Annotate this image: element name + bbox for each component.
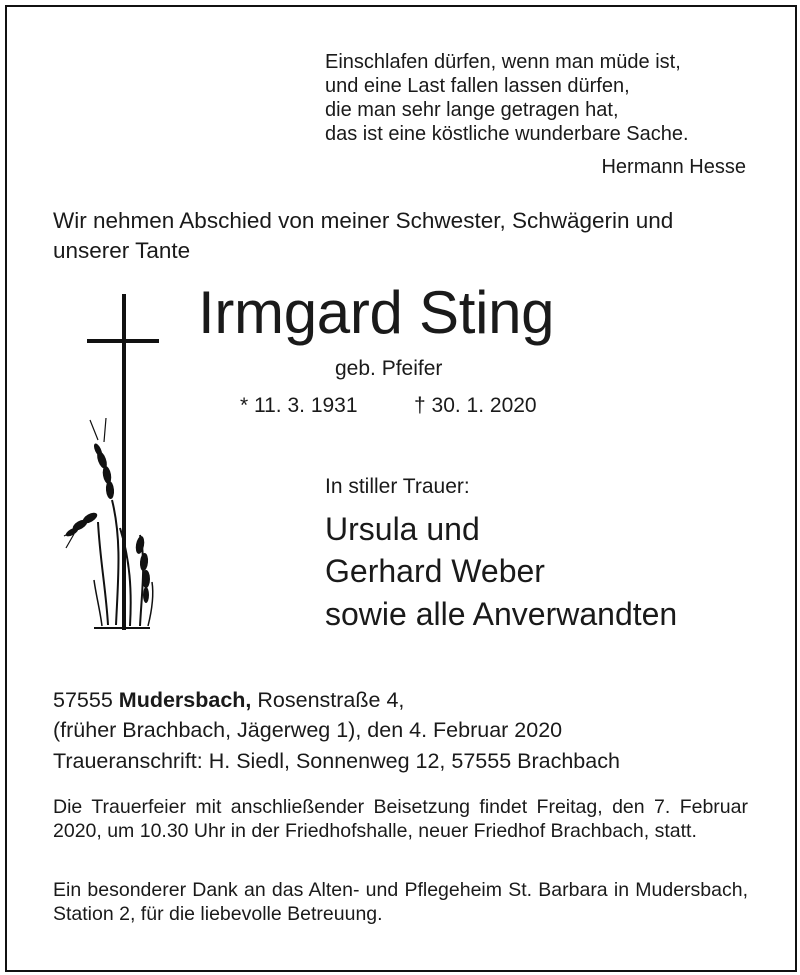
address-zip: 57555 bbox=[53, 688, 113, 712]
birth-name: geb. Pfeifer bbox=[335, 357, 443, 380]
poem-line-3: die man sehr lange getragen hat, bbox=[325, 99, 619, 121]
mourner-line-2: Gerhard Weber bbox=[325, 553, 545, 589]
mourners-label: In stiller Trauer: bbox=[325, 475, 470, 498]
intro-line-1: Wir nehmen Abschied von meiner Schwester, Schwägerin und bbox=[53, 208, 674, 233]
poem-line-4: das ist eine köstliche wunderbare Sache. bbox=[325, 123, 689, 145]
poem-line-1: Einschlafen dürfen, wenn man müde ist, bbox=[325, 51, 681, 73]
mourner-line-3: sowie alle Anverwandten bbox=[325, 596, 678, 632]
cross-with-wheat-icon bbox=[60, 290, 170, 635]
poem-author: Hermann Hesse bbox=[601, 156, 746, 178]
poem-line-2: und eine Last fallen lassen dürfen, bbox=[325, 75, 630, 97]
funeral-text: Die Trauerfeier mit anschließender Beisetzung findet Freitag, den 7. Februar 2020, um 10.30 Uhr in der Friedhofshalle, neuer Friedhof Brachbach, statt. bbox=[53, 796, 748, 842]
address-street: Rosenstraße 4, bbox=[257, 688, 405, 712]
address-town: Mudersbach, bbox=[118, 688, 252, 712]
thanks-text: Ein besonderer Dank an das Alten- und Pflegeheim St. Barbara in Mudersbach, Station 2, für die liebevolle Betreuung. bbox=[53, 879, 748, 925]
address-line-2: (früher Brachbach, Jägerweg 1), den 4. Februar 2020 bbox=[53, 718, 563, 742]
intro-line-2: unserer Tante bbox=[53, 238, 191, 263]
mourning-address: Traueranschrift: H. Siedl, Sonnenweg 12, 57555 Brachbach bbox=[53, 749, 620, 773]
birth-date: * 11. 3. 1931 bbox=[240, 394, 358, 417]
deceased-name: Irmgard Sting bbox=[198, 279, 555, 346]
address-line-1 bbox=[53, 688, 404, 713]
mourner-line-1: Ursula und bbox=[325, 511, 480, 547]
death-date: † 30. 1. 2020 bbox=[414, 394, 537, 417]
